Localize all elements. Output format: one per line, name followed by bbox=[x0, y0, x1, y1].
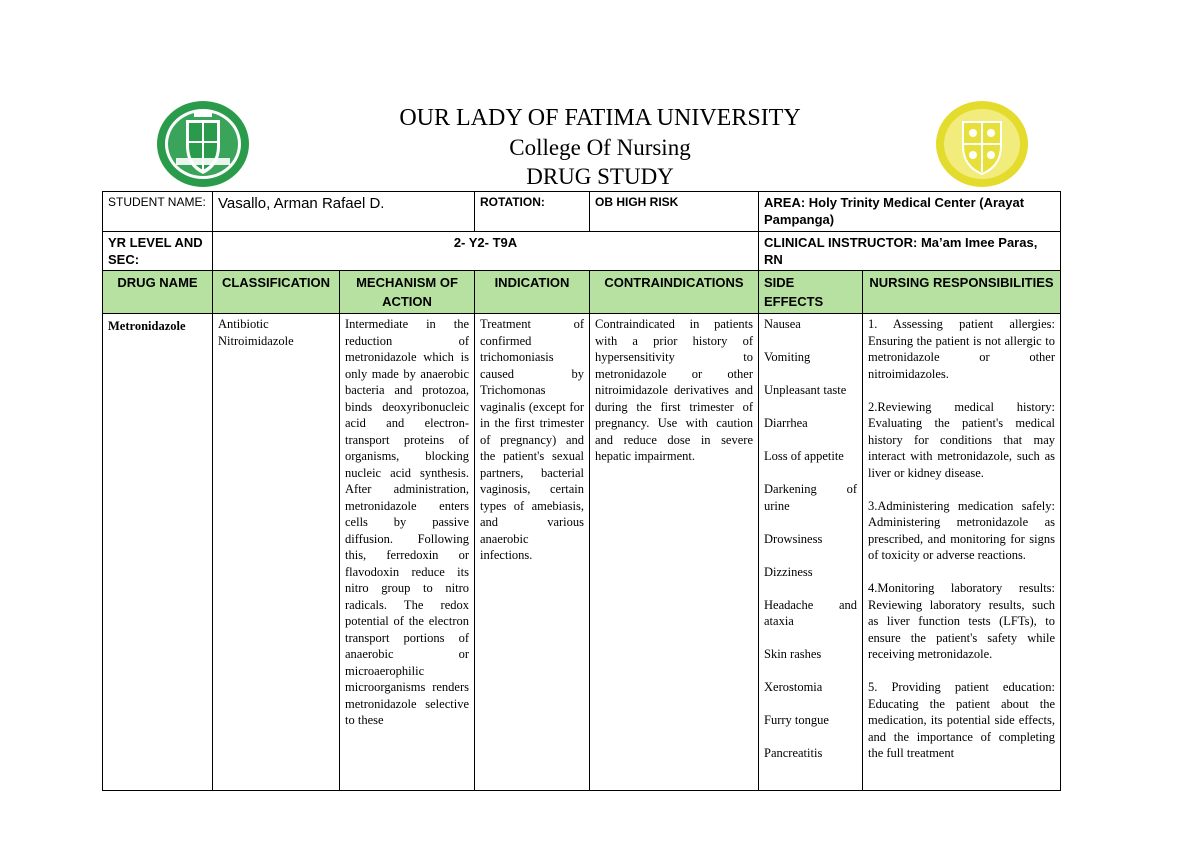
side-effect-item: Diarrhea bbox=[764, 416, 808, 430]
drug-mechanism: Intermediate in the reduction of metronidazole which is only made by anaerobic bacteria and protozoa, binds deoxyribonucleic acid and electron-transport proteins of organisms, blocking nucleic acid synthesis. After administration, metronidazole enters cells by passive diffusion. Following this, ferredoxin or flavodoxin reduce its nitro group to nitro radicals. The redox potential of the electron transport portions of anaerobic or microaerophilic microorganisms renders metronidazole selective to these bbox=[340, 314, 475, 791]
col-classification: CLASSIFICATION bbox=[213, 271, 340, 314]
side-effect-item: Furry tongue bbox=[764, 713, 829, 727]
year-level-label: YR LEVEL AND SEC: bbox=[103, 232, 213, 271]
university-name: OUR LADY OF FATIMA UNIVERSITY bbox=[399, 105, 801, 131]
side-effect-item: Skin rashes bbox=[764, 647, 822, 661]
nursing-responsibilities-list bbox=[863, 314, 1061, 791]
side-effect-item: Headache and ataxia bbox=[764, 597, 857, 628]
column-header-row bbox=[103, 271, 1061, 314]
col-drug-name: DRUG NAME bbox=[103, 271, 213, 314]
drug-name: Metronidazole bbox=[103, 314, 213, 791]
col-nursing-responsibilities: NURSING RESPONSIBILITIES bbox=[863, 271, 1061, 314]
col-contraindications: CONTRAINDICATIONS bbox=[590, 271, 759, 314]
area-value: AREA: Holy Trinity Medical Center (Arayat Pampanga) bbox=[759, 192, 1061, 232]
side-effect-item: Unpleasant taste bbox=[764, 383, 847, 397]
rotation-label: ROTATION: bbox=[475, 192, 590, 232]
col-side-effects: SIDE EFFECTS bbox=[759, 271, 863, 314]
college-name: College Of Nursing bbox=[509, 135, 691, 160]
student-name-value: Vasallo, Arman Rafael D. bbox=[213, 192, 475, 232]
side-effect-item: Dizziness bbox=[764, 564, 813, 579]
nursing-item: 5. Providing patient education: Educating the patient about the medication, its potential side effects, and the importance of completing the full treatment bbox=[868, 680, 1055, 760]
document-title: DRUG STUDY bbox=[526, 164, 674, 189]
student-name-label: STUDENT NAME: bbox=[103, 192, 213, 232]
nursing-item: 3.Administering medication safely: Administering metronidazole as prescribed, and monitoring for signs of toxicity or adverse reactions. bbox=[868, 498, 1055, 562]
side-effect-item: Vomiting bbox=[764, 350, 811, 364]
drug-row bbox=[103, 314, 1061, 791]
nursing-item: 1. Assessing patient allergies: Ensuring the patient is not allergic to metronidazole or other nitroimidazoles. bbox=[868, 317, 1055, 381]
side-effect-item: Xerostomia bbox=[764, 680, 823, 694]
document-header bbox=[0, 104, 1200, 191]
student-info-row bbox=[103, 192, 1061, 232]
side-effect-item: Drowsiness bbox=[764, 531, 823, 546]
drug-contraindications: Contraindicated in patients with a prior history of hypersensitivity to metronidazole or other nitroimidazole derivatives and during the first trimester of pregnancy. Use with caution and reduce dose in severe hepatic impairment. bbox=[590, 314, 759, 791]
side-effect-item: Pancreatitis bbox=[764, 746, 823, 760]
side-effects-list bbox=[759, 314, 863, 791]
year-level-row bbox=[103, 232, 1061, 271]
nursing-item: 4.Monitoring laboratory results: Reviewing laboratory results, such as liver function tests (LFTs), to ensure the patient's safety while receiving metronidazole. bbox=[868, 581, 1055, 661]
side-effect-item: Darkening of urine bbox=[764, 482, 857, 513]
drug-classification: Antibiotic Nitroimidazole bbox=[213, 314, 340, 791]
col-indication: INDICATION bbox=[475, 271, 590, 314]
side-effect-item: Loss of appetite bbox=[764, 449, 844, 463]
side-effect-item: Nausea bbox=[764, 317, 801, 331]
nursing-item: 2.Reviewing medical history: Evaluating the patient's medical history for conditions that may interact with metronidazole, such as liver or kidney disease. bbox=[868, 399, 1055, 480]
clinical-instructor: CLINICAL INSTRUCTOR: Ma’am Imee Paras, RN bbox=[759, 232, 1061, 271]
year-level-value: 2- Y2- T9A bbox=[213, 232, 759, 271]
drug-study-table bbox=[102, 191, 1061, 791]
col-mechanism: MECHANISM OF ACTION bbox=[340, 271, 475, 314]
drug-indication: Treatment of confirmed trichomoniasis caused by Trichomonas vaginalis (except for in the first trimester of pregnancy) and the patient's sexual partners, bacterial vaginosis, certain types of amebiasis, and various anaerobic infections. bbox=[475, 314, 590, 791]
rotation-value: OB HIGH RISK bbox=[590, 192, 759, 232]
